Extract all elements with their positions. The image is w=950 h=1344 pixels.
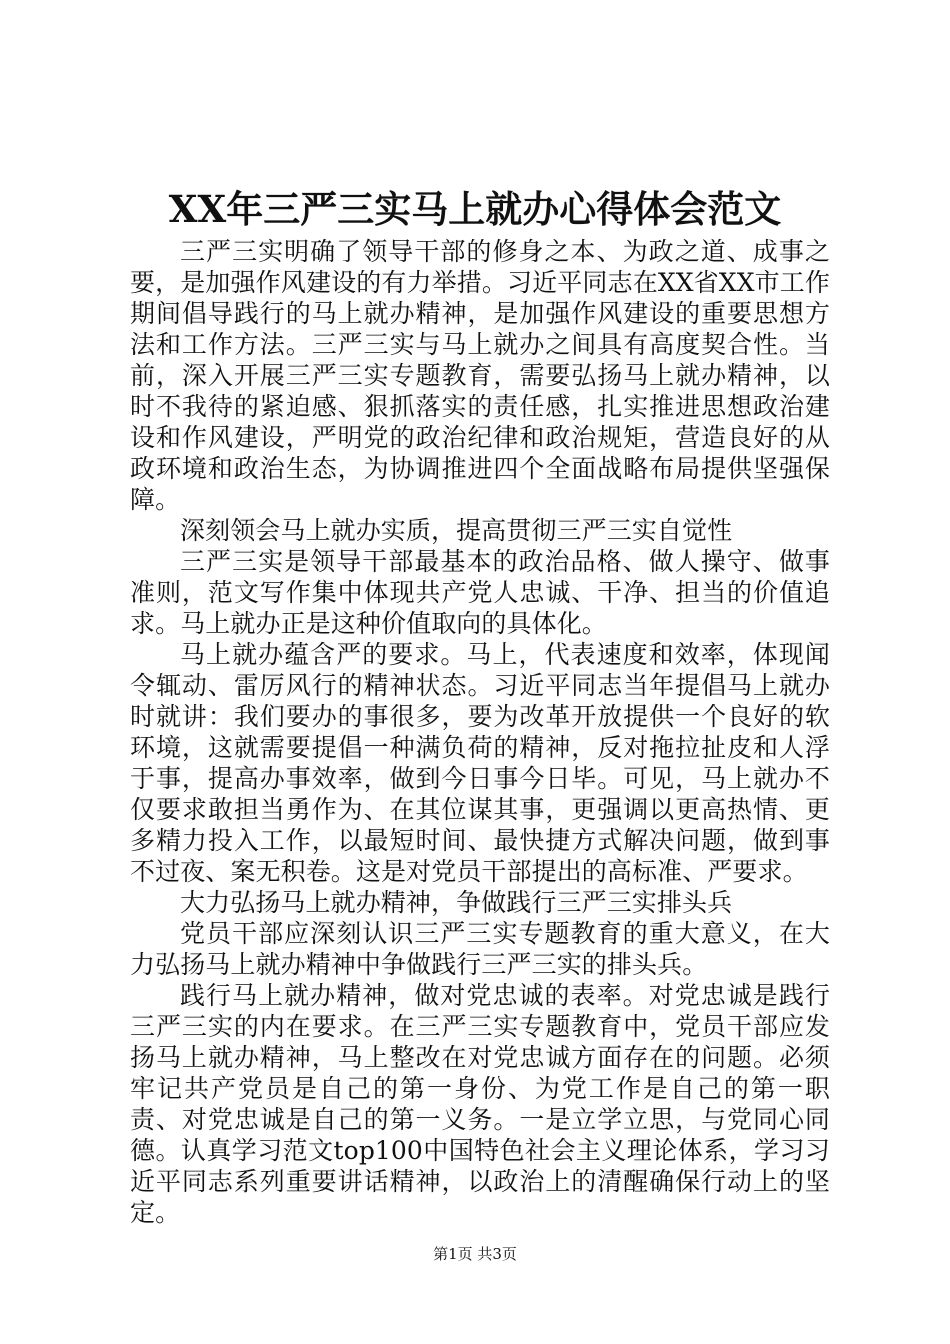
section-heading-2: 大力弘扬马上就办精神，争做践行三严三实排头兵 [180, 888, 733, 917]
page-title: XX年三严三实马上就办心得体会范文 [168, 187, 782, 231]
paragraph-intro: 三严三实明确了领导干部的修身之本、为政之道、成事之要，是加强作风建设的有力举措。习近平同志在XX省XX市工作期间倡导践行的马上就办精神，是加强作风建设的重要思想方法和工作方法。三严三实与马上就办之间具有高度契合性。当前，深入开展三严三实专题教育，需要弘扬马上就办精神，以时不我待的紧迫感、狠抓落实的责任感，扎实推进思想政治建设和作风建设，严明党的政治纪律和政治规矩，营造良好的从政环境和政治生态，为协调推进四个全面战略布局提供坚强保障。 [130, 237, 830, 514]
paragraph: 党员干部应深刻认识三严三实专题教育的重大意义，在大力弘扬马上就办精神中争做践行三严三实的排头兵。 [130, 919, 830, 979]
section-heading-1: 深刻领会马上就办实质，提高贯彻三严三实自觉性 [180, 516, 733, 545]
paragraph: 践行马上就办精神，做对党忠诚的表率。对党忠诚是践行三严三实的内在要求。在三严三实专题教育中，党员干部应发扬马上就办精神，马上整改在对党忠诚方面存在的问题。必须牢记共产党员是自己的第一身份、为党工作是自己的第一职责、对党忠诚是自己的第一义务。一是立学立思，与党同心同德。认真学习范文top100中国特色社会主义理论体系，学习习近平同志系列重要讲话精神，以政治上的清醒确保行动上的坚定。 [130, 981, 830, 1227]
document-body [130, 236, 830, 1228]
page-footer: 第1页 共3页 [433, 1245, 517, 1263]
paragraph: 马上就办蕴含严的要求。马上，代表速度和效率，体现闻令辄动、雷厉风行的精神状态。习近平同志当年提倡马上就办时就讲：我们要办的事很多，要为改革开放提供一个良好的软环境，这就需要提倡一种满负荷的精神，反对拖拉扯皮和人浮于事，提高办事效率，做到今日事今日毕。可见，马上就办不仅要求敢担当勇作为、在其位谋其事，更强调以更高热情、更多精力投入工作，以最短时间、最快捷方式解决问题，做到事不过夜、案无积卷。这是对党员干部提出的高标准、严要求。 [130, 640, 830, 886]
paragraph: 三严三实是领导干部最基本的政治品格、做人操守、做事准则，范文写作集中体现共产党人忠诚、干净、担当的价值追求。马上就办正是这种价值取向的具体化。 [130, 547, 830, 638]
